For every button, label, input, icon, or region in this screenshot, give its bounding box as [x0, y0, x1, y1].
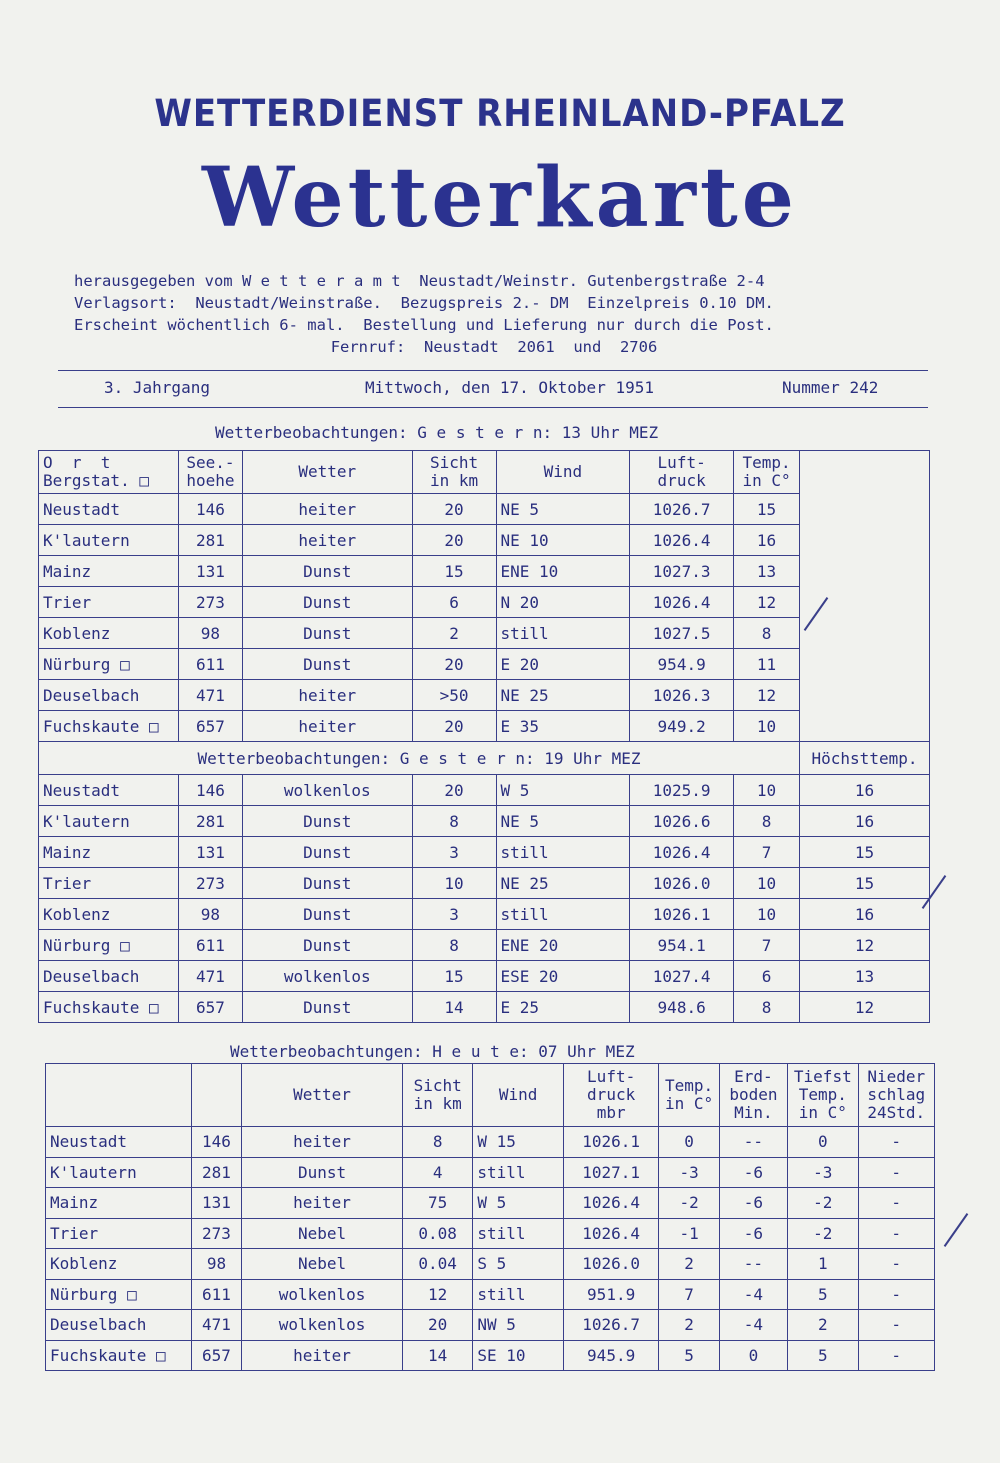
table-cell: still [496, 899, 630, 930]
column-header: Nieder schlag 24Std. [858, 1064, 935, 1127]
table-cell: heiter [242, 1340, 403, 1371]
table-cell: Deuselbach [39, 680, 179, 711]
table-cell: 1026.0 [563, 1249, 659, 1280]
table-cell: Mainz [39, 556, 179, 587]
table-cell: 471 [191, 1310, 241, 1341]
table-cell: 0.04 [402, 1249, 472, 1280]
table-row [39, 930, 930, 961]
table-cell: wolkenlos [242, 961, 412, 992]
table-cell: 1 [788, 1249, 858, 1280]
table-cell: NE 25 [496, 868, 630, 899]
table-cell: Deuselbach [39, 961, 179, 992]
table-cell: K'lautern [39, 806, 179, 837]
table-cell: NW 5 [473, 1310, 564, 1341]
table-cell: -4 [719, 1279, 787, 1310]
table-cell: K'lautern [46, 1157, 192, 1188]
table-cell: Neustadt [39, 775, 179, 806]
section2-title: Wetterbeobachtungen: G e s t e r n: 19 Uhr MEZ [39, 742, 800, 775]
table-cell: heiter [242, 680, 412, 711]
table-cell: Deuselbach [46, 1310, 192, 1341]
table-cell: 273 [191, 1218, 241, 1249]
table-cell: 1026.4 [630, 837, 734, 868]
table-cell: Dunst [242, 992, 412, 1023]
table-cell: -6 [719, 1157, 787, 1188]
table-cell: Dunst [242, 1157, 403, 1188]
table-cell: Nürburg □ [46, 1279, 192, 1310]
table-cell: Neustadt [39, 494, 179, 525]
table-cell: 12 [734, 680, 800, 711]
table-cell: S 5 [473, 1249, 564, 1280]
table-cell: 131 [178, 837, 242, 868]
table-cell: Fuchskaute □ [46, 1340, 192, 1371]
table-cell: 12 [800, 992, 930, 1023]
table-cell: - [858, 1279, 935, 1310]
table-cell: 8 [734, 992, 800, 1023]
table-cell: ESE 20 [496, 961, 630, 992]
table-cell: 3 [412, 837, 496, 868]
table-cell: still [473, 1279, 564, 1310]
table-cell: 20 [412, 494, 496, 525]
table-cell: ENE 10 [496, 556, 630, 587]
column-header-empty [800, 451, 930, 742]
table-cell: 131 [178, 556, 242, 587]
table-cell: 1026.7 [630, 494, 734, 525]
table-cell: 13 [734, 556, 800, 587]
table-cell: 8 [412, 930, 496, 961]
table-cell: 15 [412, 961, 496, 992]
table-cell: wolkenlos [242, 1310, 403, 1341]
agency-heading: WETTERDIENST RHEINLAND-PFALZ [154, 92, 846, 135]
info-line: Erscheint wöchentlich 6- mal. Bestellung und Lieferung nur durch die Post. [74, 316, 774, 334]
column-header: Höchsttemp. [800, 742, 930, 775]
table-cell: Fuchskaute □ [39, 711, 179, 742]
info-line: herausgegeben vom W e t t e r a m t Neustadt/Weinstr. Gutenbergstraße 2-4 [74, 272, 765, 290]
column-header [46, 1064, 192, 1127]
column-header: Luft- druck [630, 451, 734, 494]
table-cell: 281 [178, 806, 242, 837]
table-cell: 10 [734, 868, 800, 899]
table-cell: 4 [402, 1157, 472, 1188]
table-cell: N 20 [496, 587, 630, 618]
table-cell: Mainz [46, 1188, 192, 1219]
table-cell: Mainz [39, 837, 179, 868]
issue-number [782, 378, 878, 397]
table-cell: 2 [412, 618, 496, 649]
table-cell: 146 [178, 775, 242, 806]
table-cell: 14 [402, 1340, 472, 1371]
table-cell: Trier [39, 868, 179, 899]
table-cell: 5 [788, 1340, 858, 1371]
table-cell: 611 [191, 1279, 241, 1310]
table-cell: 1025.9 [630, 775, 734, 806]
table-cell: 14 [412, 992, 496, 1023]
table-cell: 948.6 [630, 992, 734, 1023]
table-cell: 146 [178, 494, 242, 525]
table-row [46, 1279, 935, 1310]
table-row [46, 1188, 935, 1219]
issue-number-value: 242 [849, 378, 879, 397]
table-cell: wolkenlos [242, 1279, 403, 1310]
column-header: O r t Bergstat. □ [39, 451, 179, 494]
table-cell: 20 [402, 1310, 472, 1341]
table-cell: NE 10 [496, 525, 630, 556]
column-header: Wetter [242, 1064, 403, 1127]
table-cell: 1027.5 [630, 618, 734, 649]
table-cell: 1027.1 [563, 1157, 659, 1188]
table-cell: 20 [412, 525, 496, 556]
table-cell: 16 [800, 806, 930, 837]
table-row [39, 649, 930, 680]
table-cell: 611 [178, 930, 242, 961]
table-cell: W 5 [473, 1188, 564, 1219]
info-line: Fernruf: Neustadt 2061 und 2706 [330, 338, 658, 356]
table-row [39, 618, 930, 649]
table-cell: 471 [178, 680, 242, 711]
table-cell: 15 [734, 494, 800, 525]
table-cell: 12 [402, 1279, 472, 1310]
table-cell: 1026.1 [563, 1127, 659, 1158]
table-cell: -6 [719, 1188, 787, 1219]
table-cell: 7 [659, 1279, 719, 1310]
table-cell: -1 [659, 1218, 719, 1249]
table-row [46, 1340, 935, 1371]
table-cell: 5 [659, 1340, 719, 1371]
table-row [39, 806, 930, 837]
table-cell: Koblenz [39, 899, 179, 930]
column-header: Tiefst Temp. in C° [788, 1064, 858, 1127]
table-cell: 1026.6 [630, 806, 734, 837]
table-row [39, 868, 930, 899]
table-cell: 7 [734, 930, 800, 961]
table-cell: -3 [659, 1157, 719, 1188]
table-cell: 75 [402, 1188, 472, 1219]
table-row [39, 494, 930, 525]
table-cell: -3 [788, 1157, 858, 1188]
table-cell: Koblenz [46, 1249, 192, 1280]
table-cell: heiter [242, 1127, 403, 1158]
table-cell: 471 [178, 961, 242, 992]
table-cell: 954.1 [630, 930, 734, 961]
column-header: Wind [473, 1064, 564, 1127]
table-row [39, 775, 930, 806]
column-header [191, 1064, 241, 1127]
column-header: Temp. in C° [659, 1064, 719, 1127]
table-cell: 20 [412, 711, 496, 742]
section1-title: Wetterbeobachtungen: G e s t e r n: 13 Uhr MEZ [215, 423, 659, 442]
table-cell: 1026.4 [630, 525, 734, 556]
table-cell: Nürburg □ [39, 930, 179, 961]
table-cell: NE 5 [496, 494, 630, 525]
table-cell: 2 [659, 1310, 719, 1341]
table-cell: E 20 [496, 649, 630, 680]
table-cell: Dunst [242, 649, 412, 680]
table-cell: 8 [734, 806, 800, 837]
table-cell: 1026.4 [563, 1218, 659, 1249]
column-header: Sicht in km [402, 1064, 472, 1127]
table-cell: still [496, 837, 630, 868]
document-title: Wetterkarte [202, 150, 798, 246]
table-cell: E 25 [496, 992, 630, 1023]
table-cell: - [858, 1188, 935, 1219]
table-row [46, 1249, 935, 1280]
table-cell: Dunst [242, 556, 412, 587]
table-cell: NE 25 [496, 680, 630, 711]
table-cell: -4 [719, 1310, 787, 1341]
table-cell: 15 [800, 837, 930, 868]
column-header: Luft- druck mbr [563, 1064, 659, 1127]
table-cell: 15 [412, 556, 496, 587]
table-cell: Trier [39, 587, 179, 618]
table-cell: 16 [800, 899, 930, 930]
table-cell: 98 [178, 618, 242, 649]
column-header: Erd- boden Min. [719, 1064, 787, 1127]
table-cell: 8 [412, 806, 496, 837]
header-rule-bottom [58, 407, 928, 408]
table-cell: Dunst [242, 899, 412, 930]
table-cell: 5 [788, 1279, 858, 1310]
table-row [39, 525, 930, 556]
table-cell: -2 [659, 1188, 719, 1219]
table-cell: -- [719, 1249, 787, 1280]
table-cell: 0.08 [402, 1218, 472, 1249]
table-cell: Dunst [242, 837, 412, 868]
header-row [39, 451, 930, 494]
table-cell: heiter [242, 1188, 403, 1219]
table-cell: Dunst [242, 930, 412, 961]
issue-number-label: Nummer [782, 378, 840, 397]
section3-title: Wetterbeobachtungen: H e u t e: 07 Uhr MEZ [230, 1042, 635, 1061]
table-cell: K'lautern [39, 525, 179, 556]
table-cell: heiter [242, 711, 412, 742]
table-cell: - [858, 1310, 935, 1341]
table-cell: 16 [800, 775, 930, 806]
table-cell: - [858, 1249, 935, 1280]
table-cell: - [858, 1218, 935, 1249]
table-cell: wolkenlos [242, 775, 412, 806]
volume: 3. Jahrgang [104, 378, 210, 397]
table-cell: 1026.1 [630, 899, 734, 930]
table-cell: 131 [191, 1188, 241, 1219]
table-cell: 6 [734, 961, 800, 992]
column-header: Wetter [242, 451, 412, 494]
table-cell: -- [719, 1127, 787, 1158]
table-cell: 7 [734, 837, 800, 868]
check-mark [944, 1213, 969, 1247]
table-cell: 0 [719, 1340, 787, 1371]
table-cell: heiter [242, 525, 412, 556]
table-cell: 146 [191, 1127, 241, 1158]
table-cell: 2 [788, 1310, 858, 1341]
table-cell: 11 [734, 649, 800, 680]
table-cell: 945.9 [563, 1340, 659, 1371]
table-cell: -6 [719, 1218, 787, 1249]
table-cell: Dunst [242, 868, 412, 899]
column-header: See.- hoehe [178, 451, 242, 494]
table-cell: 3 [412, 899, 496, 930]
table-cell: >50 [412, 680, 496, 711]
table-cell: 657 [178, 992, 242, 1023]
table-cell: 8 [734, 618, 800, 649]
table-cell: W 15 [473, 1127, 564, 1158]
table-cell: 1027.3 [630, 556, 734, 587]
table-cell: 0 [659, 1127, 719, 1158]
table-row [39, 556, 930, 587]
table-row [46, 1157, 935, 1188]
table-row [46, 1310, 935, 1341]
table-cell: NE 5 [496, 806, 630, 837]
table-cell: Koblenz [39, 618, 179, 649]
info-line: Verlagsort: Neustadt/Weinstraße. Bezugspreis 2.- DM Einzelpreis 0.10 DM. [74, 294, 774, 312]
column-header: Temp. in C° [734, 451, 800, 494]
table-cell: 1026.7 [563, 1310, 659, 1341]
table-row [39, 711, 930, 742]
table-row [39, 680, 930, 711]
column-header: Sicht in km [412, 451, 496, 494]
table-cell: Fuchskaute □ [39, 992, 179, 1023]
table-cell: Trier [46, 1218, 192, 1249]
table-cell: 951.9 [563, 1279, 659, 1310]
table-cell: still [496, 618, 630, 649]
table-cell: 10 [734, 711, 800, 742]
table-cell: still [473, 1157, 564, 1188]
table-row [39, 992, 930, 1023]
section-title-row [39, 742, 930, 775]
table-cell: 6 [412, 587, 496, 618]
table-row [39, 837, 930, 868]
table-cell: 281 [191, 1157, 241, 1188]
table-row [46, 1218, 935, 1249]
table-cell: Dunst [242, 618, 412, 649]
table-cell: Nürburg □ [39, 649, 179, 680]
table-cell: 16 [734, 525, 800, 556]
table-cell: ENE 20 [496, 930, 630, 961]
table-cell: 949.2 [630, 711, 734, 742]
table-cell: 611 [178, 649, 242, 680]
table-cell: 1026.0 [630, 868, 734, 899]
table-cell: - [858, 1340, 935, 1371]
table-cell: 1026.4 [563, 1188, 659, 1219]
table-cell: Dunst [242, 587, 412, 618]
table-cell: 20 [412, 649, 496, 680]
table-cell: Dunst [242, 806, 412, 837]
table-row [39, 587, 930, 618]
table-cell: Nebel [242, 1218, 403, 1249]
table-cell: 954.9 [630, 649, 734, 680]
table-cell: 20 [412, 775, 496, 806]
table-cell: 1026.3 [630, 680, 734, 711]
table-cell: 98 [191, 1249, 241, 1280]
table-cell: 12 [800, 930, 930, 961]
table-row [46, 1127, 935, 1158]
table-cell: 273 [178, 868, 242, 899]
table-cell: still [473, 1218, 564, 1249]
observations-yesterday-table [38, 450, 930, 1023]
table-cell: Nebel [242, 1249, 403, 1280]
table-cell: 98 [178, 899, 242, 930]
table-cell: 13 [800, 961, 930, 992]
observations-today-table [45, 1063, 935, 1371]
publisher-info [74, 270, 914, 358]
table-cell: - [858, 1157, 935, 1188]
table-cell: -2 [788, 1218, 858, 1249]
table-cell: 8 [402, 1127, 472, 1158]
table-cell: 657 [191, 1340, 241, 1371]
table-cell: 10 [734, 775, 800, 806]
table-cell: E 35 [496, 711, 630, 742]
table-cell: 10 [412, 868, 496, 899]
column-header: Wind [496, 451, 630, 494]
table-cell: 657 [178, 711, 242, 742]
table-cell: -2 [788, 1188, 858, 1219]
table-row [39, 899, 930, 930]
table-cell: 10 [734, 899, 800, 930]
table-cell: heiter [242, 494, 412, 525]
table-cell: 281 [178, 525, 242, 556]
issue-date: Mittwoch, den 17. Oktober 1951 [365, 378, 654, 397]
header-row [46, 1064, 935, 1127]
table-cell: 1026.4 [630, 587, 734, 618]
table-cell: SE 10 [473, 1340, 564, 1371]
table-cell: - [858, 1127, 935, 1158]
table-cell: 1027.4 [630, 961, 734, 992]
table-cell: 273 [178, 587, 242, 618]
table-cell: 12 [734, 587, 800, 618]
header-rule-top [58, 370, 928, 371]
table-cell: 0 [788, 1127, 858, 1158]
table-row [39, 961, 930, 992]
table-cell: 2 [659, 1249, 719, 1280]
table-cell: Neustadt [46, 1127, 192, 1158]
table-cell: 15 [800, 868, 930, 899]
table-cell: W 5 [496, 775, 630, 806]
